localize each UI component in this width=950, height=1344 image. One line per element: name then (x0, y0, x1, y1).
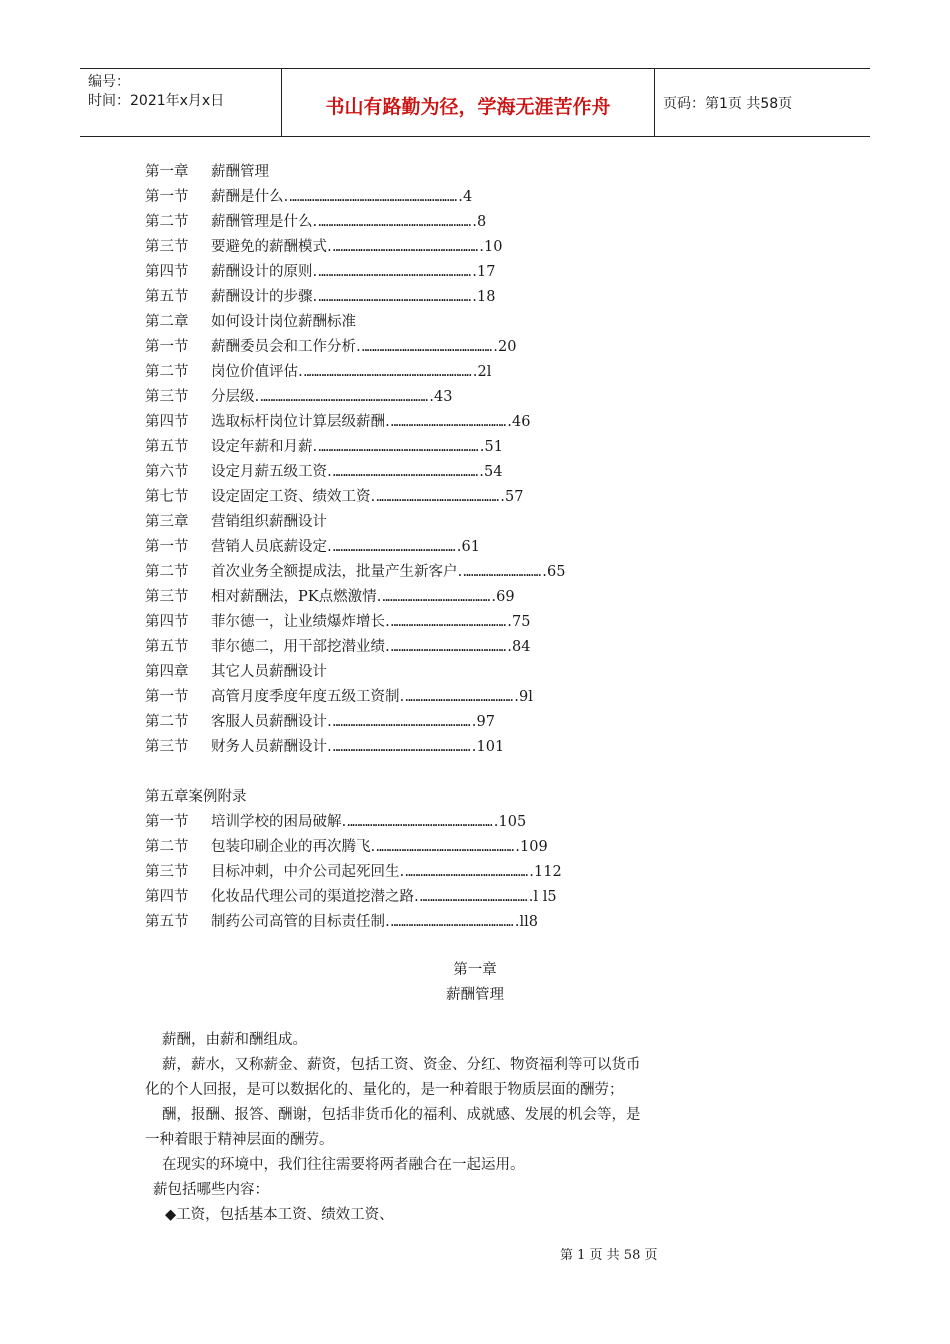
toc-leader-dots: ……………………………………………………… (312, 289, 470, 305)
time-label: 时间：2021年x月x日 (88, 93, 225, 109)
body-line: 酬，报酬、报答、酬谢，包括非货币化的福利、成就感、发展的机会等，是 (162, 1107, 641, 1123)
toc-section-number: 第二节 (145, 714, 189, 730)
body-line: 薪包括哪些内容： (153, 1182, 269, 1198)
toc-section-number: 第五节 (145, 914, 189, 930)
toc-leader-dots: ………………………………………………… (327, 739, 470, 755)
toc-row (145, 385, 785, 410)
toc-section-title: 培训学校的困局破解 (211, 814, 342, 830)
toc-leader-dots: …………………………………………………… (341, 814, 492, 830)
toc-page-number: 75 (512, 614, 531, 630)
page-header (80, 68, 870, 137)
toc-section-number: 第四节 (145, 614, 189, 630)
toc-section-title: 设定固定工资、绩效工资 (211, 489, 371, 505)
toc-row (145, 860, 785, 885)
body-line: 一种着眼于精神层面的酬劳。 (145, 1132, 334, 1148)
toc-row (145, 710, 785, 735)
toc-row (145, 610, 785, 635)
toc-page-number: 46 (512, 414, 531, 430)
toc-section-title: 分层级 (211, 389, 255, 405)
toc-section-number: 第五节 (145, 289, 189, 305)
toc-page-number: 18 (477, 289, 496, 305)
toc-section-title: 菲尔德一，让业绩爆炸增长 (211, 614, 385, 630)
toc-section-title: 设定年薪和月薪 (211, 439, 313, 455)
toc-page-number: 101 (476, 739, 505, 755)
toc-row (145, 210, 785, 235)
toc-page-number: 9l (519, 689, 533, 705)
toc-section-number: 第二节 (145, 839, 189, 855)
toc-row (145, 460, 785, 485)
toc-section-number: 第七节 (145, 489, 189, 505)
toc-section-number: 第三节 (145, 389, 189, 405)
toc-leader-dots: ………………………………………………………… (312, 439, 478, 455)
toc-leader-dots: …………………………………………… (385, 914, 513, 930)
toc-section-title: 营销组织薪酬设计 (211, 514, 327, 530)
toc-section-title: 营销人员底薪设定 (211, 539, 327, 555)
toc-leader-dots: ……………………………………………………… (312, 214, 470, 230)
toc-section-title: 薪酬是什么 (211, 189, 284, 205)
toc-page-number: 112 (534, 864, 562, 880)
toc-leader-dots: ………………………………………………… (327, 714, 470, 730)
toc-section-number: 第一节 (145, 814, 189, 830)
toc-page-number: 109 (520, 839, 548, 855)
toc-row (145, 560, 785, 585)
toc-row (145, 235, 785, 260)
toc-section-title: 相对薪酬法，PK点燃激情 (211, 589, 377, 605)
toc-leader-dots: ………………………………………… (385, 614, 505, 630)
toc-row (145, 360, 785, 385)
toc-page-number: 43 (434, 389, 453, 405)
body-line: 化的个人回报，是可以数据化的、量化的，是一种着眼于物质层面的酬劳； (145, 1082, 624, 1098)
toc-page-number: 57 (505, 489, 524, 505)
toc-row (145, 435, 785, 460)
toc-page-number: 20 (498, 339, 517, 355)
toc-row (145, 335, 785, 360)
toc-row (145, 910, 785, 935)
toc-section-number: 第四节 (145, 889, 189, 905)
toc-section-title: 选取标杆岗位计算层级薪酬 (211, 414, 385, 430)
toc-section-number: 第一节 (145, 539, 189, 555)
toc-section-title: 设定月薪五级工资 (211, 464, 327, 480)
toc-page-number: 61 (461, 539, 480, 555)
toc-leader-dots: …………………………………………………………… (298, 364, 471, 380)
chapter-number: 第一章 (453, 962, 497, 978)
toc-leader-dots: …………………………………………………………… (254, 389, 427, 405)
toc-page-number: 51 (484, 439, 503, 455)
toc-row (145, 510, 785, 535)
toc-row (145, 485, 785, 510)
toc-leader-dots: ………………………………………… (385, 414, 505, 430)
toc-row (145, 735, 785, 760)
toc-section-title: 其它人员薪酬设计 (211, 664, 327, 680)
toc-row (145, 685, 785, 710)
toc-page-number: 84 (512, 639, 531, 655)
toc-row (145, 885, 785, 910)
toc-page-number: 17 (477, 264, 496, 280)
toc-page-number: 2l (477, 364, 492, 380)
body-line: 薪，薪水，又称薪金、薪资，包括工资、资金、分红、物资福利等可以货币 (162, 1057, 641, 1073)
toc-leader-dots: ……………………………………… (414, 889, 527, 905)
toc-leader-dots: …………………………………………… (327, 539, 455, 555)
toc-row (145, 310, 785, 335)
body-line: ◆工资，包括基本工资、绩效工资、 (165, 1207, 394, 1223)
toc-section-title: 薪酬管理是什么 (211, 214, 313, 230)
toc-section-title: 包装印刷企业的再次腾飞 (211, 839, 371, 855)
toc-section-title: 薪酬管理 (211, 164, 269, 180)
toc-row (145, 810, 785, 835)
toc-row (145, 185, 785, 210)
toc-leader-dots: …………………………………………… (370, 489, 498, 505)
toc-section-number: 第四节 (145, 414, 189, 430)
toc-section-title: 高管月度季度年度五级工资制 (211, 689, 400, 705)
toc-page-number: 10 (484, 239, 503, 255)
toc-leader-dots: ……………………………………………… (356, 339, 491, 355)
toc-leader-dots: ………………………………………… (385, 639, 505, 655)
footer-page-number: 第 1 页 共 58 页 (560, 1248, 658, 1263)
toc-section-title: 菲尔德二，用干部挖潜业绩 (211, 639, 385, 655)
toc-section-number: 第五节 (145, 639, 189, 655)
toc-leader-dots: …………………………………………………………… (283, 189, 456, 205)
code-label: 编号： (88, 74, 130, 90)
toc-section-number: 第二节 (145, 214, 189, 230)
toc-row (145, 635, 785, 660)
header-info-cell (80, 69, 282, 136)
toc-row (145, 660, 785, 685)
toc-section-number: 第一章 (145, 164, 189, 180)
toc-section-title: 岗位价值评估 (211, 364, 298, 380)
toc-section-number: 第三节 (145, 864, 189, 880)
toc-section-number: 第六节 (145, 464, 189, 480)
toc-section-number: 第一节 (145, 339, 189, 355)
toc-page-number: 105 (498, 814, 527, 830)
toc-section-number: 第四节 (145, 264, 189, 280)
toc-page-number: 54 (484, 464, 503, 480)
toc-row (145, 835, 785, 860)
toc-section-title: 化妆品代理公司的渠道挖潜之路 (211, 889, 414, 905)
toc-section-title: 如何设计岗位薪酬标准 (211, 314, 356, 330)
header-page-info: 页码：第1页 共58页 (663, 95, 793, 112)
toc-leader-dots: ……………………………………… (399, 689, 512, 705)
toc-leader-dots: …………………………………………………… (327, 239, 477, 255)
toc-section-number: 第三章 (145, 514, 189, 530)
toc-section-title: 薪酬委员会和工作分析 (211, 339, 356, 355)
toc-section-number: 第三节 (145, 589, 189, 605)
toc-leader-dots: …………………………………………… (399, 864, 527, 880)
toc-page-number: 4 (463, 189, 473, 205)
toc-page-number: 65 (547, 564, 566, 580)
toc-row (145, 260, 785, 285)
toc-row (145, 785, 785, 810)
toc-section-title: 财务人员薪酬设计 (211, 739, 327, 755)
body-line: 薪酬，由薪和酬组成。 (162, 1032, 307, 1048)
body-text (145, 1028, 725, 1228)
toc-section-number: 第二节 (145, 564, 189, 580)
toc-section-title: 目标冲刺，中介公司起死回生 (211, 864, 400, 880)
toc-section-number: 第三节 (145, 239, 189, 255)
toc-leader-dots: …………………………………………………… (327, 464, 477, 480)
body-line: 在现实的环境中，我们往往需要将两者融合在一起运用。 (162, 1157, 525, 1173)
toc-page-number: 8 (477, 214, 487, 230)
toc-section-number: 第五节 (145, 439, 189, 455)
toc-page-number: 69 (496, 589, 515, 605)
toc-row (145, 285, 785, 310)
toc-leader-dots: ……………………………………… (376, 589, 490, 605)
toc-row (145, 585, 785, 610)
toc-section-number: 第二节 (145, 364, 189, 380)
toc-section-title: 薪酬设计的步骤 (211, 289, 313, 305)
toc-section-number: 第二章 (145, 314, 189, 330)
toc-section-number: 第四章 (145, 664, 189, 680)
chapter-title: 薪酬管理 (446, 987, 504, 1003)
toc-row (145, 760, 785, 785)
toc-row (145, 160, 785, 185)
header-motto: 书山有路勤为径，学海无涯苦作舟 (282, 69, 655, 136)
toc-section-title: 客服人员薪酬设计 (211, 714, 327, 730)
table-of-contents (145, 160, 785, 935)
toc-section-title: 首次业务全额提成法，批量产生新客户 (211, 564, 458, 580)
toc-row (145, 535, 785, 560)
toc-section-number: 第一节 (145, 689, 189, 705)
toc-page-number: ll8 (519, 914, 539, 930)
toc-section-title: 制药公司高管的目标责任制 (211, 914, 385, 930)
toc-section-title: 第五章案例附录 (145, 789, 247, 805)
toc-leader-dots: …………………………… (457, 564, 540, 580)
toc-leader-dots: ………………………………………………… (370, 839, 513, 855)
toc-page-number: 97 (476, 714, 495, 730)
toc-section-title: 要避免的薪酬模式 (211, 239, 327, 255)
toc-row (145, 410, 785, 435)
toc-section-number: 第三节 (145, 739, 189, 755)
toc-section-title: 薪酬设计的原则 (211, 264, 313, 280)
toc-leader-dots: ……………………………………………………… (312, 264, 470, 280)
toc-section-number: 第一节 (145, 189, 189, 205)
toc-page-number: l l5 (533, 889, 557, 905)
